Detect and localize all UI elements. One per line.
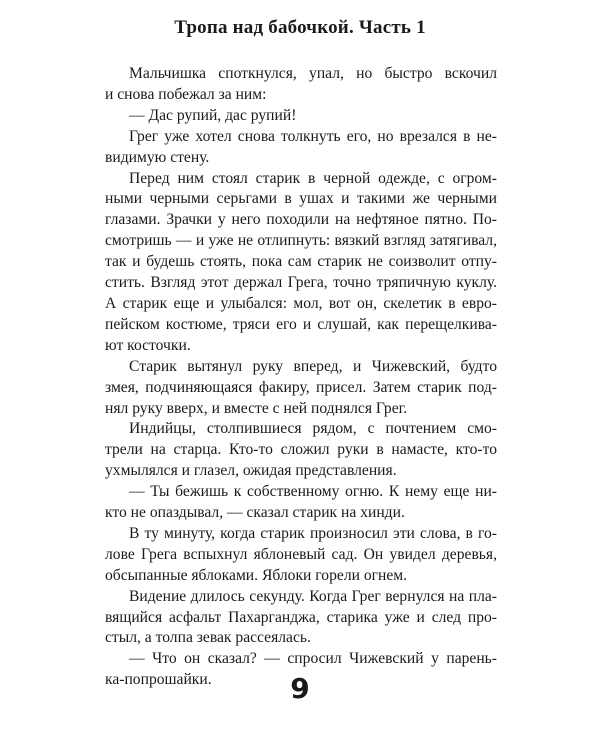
text-line: — Ты бежишь к собственному огню. К нему еще ни-: [129, 483, 497, 501]
text-line: Старик вытянул руку вперед, и Чижевский, будто: [129, 357, 497, 375]
text-line: так и будешь стоять, пока сам старик не соизволит отпу-: [105, 253, 497, 271]
text-line: и снова побежал за ним:: [105, 85, 267, 103]
paragraph: [105, 482, 497, 524]
text-line: ухмылялся и глазел, ожидая представления.: [105, 462, 397, 480]
text-line: смотришь — и уже не отлипнуть: вязкий взгляд затягивал,: [105, 232, 497, 250]
paragraph: [105, 524, 497, 587]
text-line: нял руку вверх, и вместе с ней поднялся Грег.: [105, 399, 408, 417]
text-line: ными черными серьгами в ушах и такими же черными: [105, 190, 497, 208]
text-line: — Дас рупий, дас рупий!: [129, 106, 297, 124]
text-line: Грег уже хотел снова толкнуть его, но врезался в не-: [129, 127, 497, 145]
text-line: ка-попрошайки.: [105, 671, 212, 689]
text-line: кто не опаздывал, — сказал старик на хинди.: [105, 504, 405, 522]
text-line: лове Грега вспыхнул яблоневый сад. Он увидел деревья,: [105, 545, 497, 563]
text-line: стыл, а толпа зевак рассеялась.: [105, 629, 311, 647]
text-line: пейском костюме, тряси его и слушай, как перещелкива-: [105, 315, 497, 333]
text-line: Мальчишка споткнулся, упал, но быстро вскочил: [129, 65, 497, 82]
text-line: стить. Взгляд этот держал Грега, точно тряпичную куклу.: [105, 274, 497, 292]
paragraph: [105, 127, 497, 169]
text-line: глазами. Зрачки у него походили на нефтяное пятно. По-: [105, 211, 497, 229]
text-line: видимую стену.: [105, 148, 210, 166]
page-number: 9: [290, 672, 310, 705]
text-line: Видение длилось секунду. Когда Грег вернулся на пла-: [129, 587, 497, 605]
paragraph: [105, 64, 497, 106]
text-line: трели на старца. Кто-то сложил руки в намасте, кто-то: [105, 441, 497, 459]
paragraph: [105, 169, 497, 357]
running-header: Тропа над бабочкой. Часть 1: [174, 17, 426, 38]
text-line: вящийся асфальт Пахарганджа, старика уже и след про-: [105, 608, 497, 626]
text-line: А старик еще и улыбался: мол, вот он, скелетик в евро-: [105, 294, 497, 312]
text-line: Индийцы, столпившиеся рядом, с почтением смо-: [129, 420, 497, 438]
paragraph: [105, 587, 497, 650]
paragraph: [105, 106, 497, 127]
text-line: В ту минуту, когда старик произносил эти слова, в го-: [129, 524, 497, 542]
text-line: змея, подчиняющаяся факиру, присел. Затем старик под-: [105, 378, 497, 396]
text-line: — Что он сказал? — спросил Чижевский у парень-: [129, 650, 497, 668]
paragraph: [105, 357, 497, 420]
text-line: ют косточки.: [105, 336, 191, 354]
body-text: [105, 64, 497, 691]
paragraph: [105, 419, 497, 482]
text-line: Перед ним стоял старик в черной одежде, с огром-: [129, 169, 497, 187]
text-line: обсыпанные яблоками. Яблоки горели огнем.: [105, 566, 408, 584]
